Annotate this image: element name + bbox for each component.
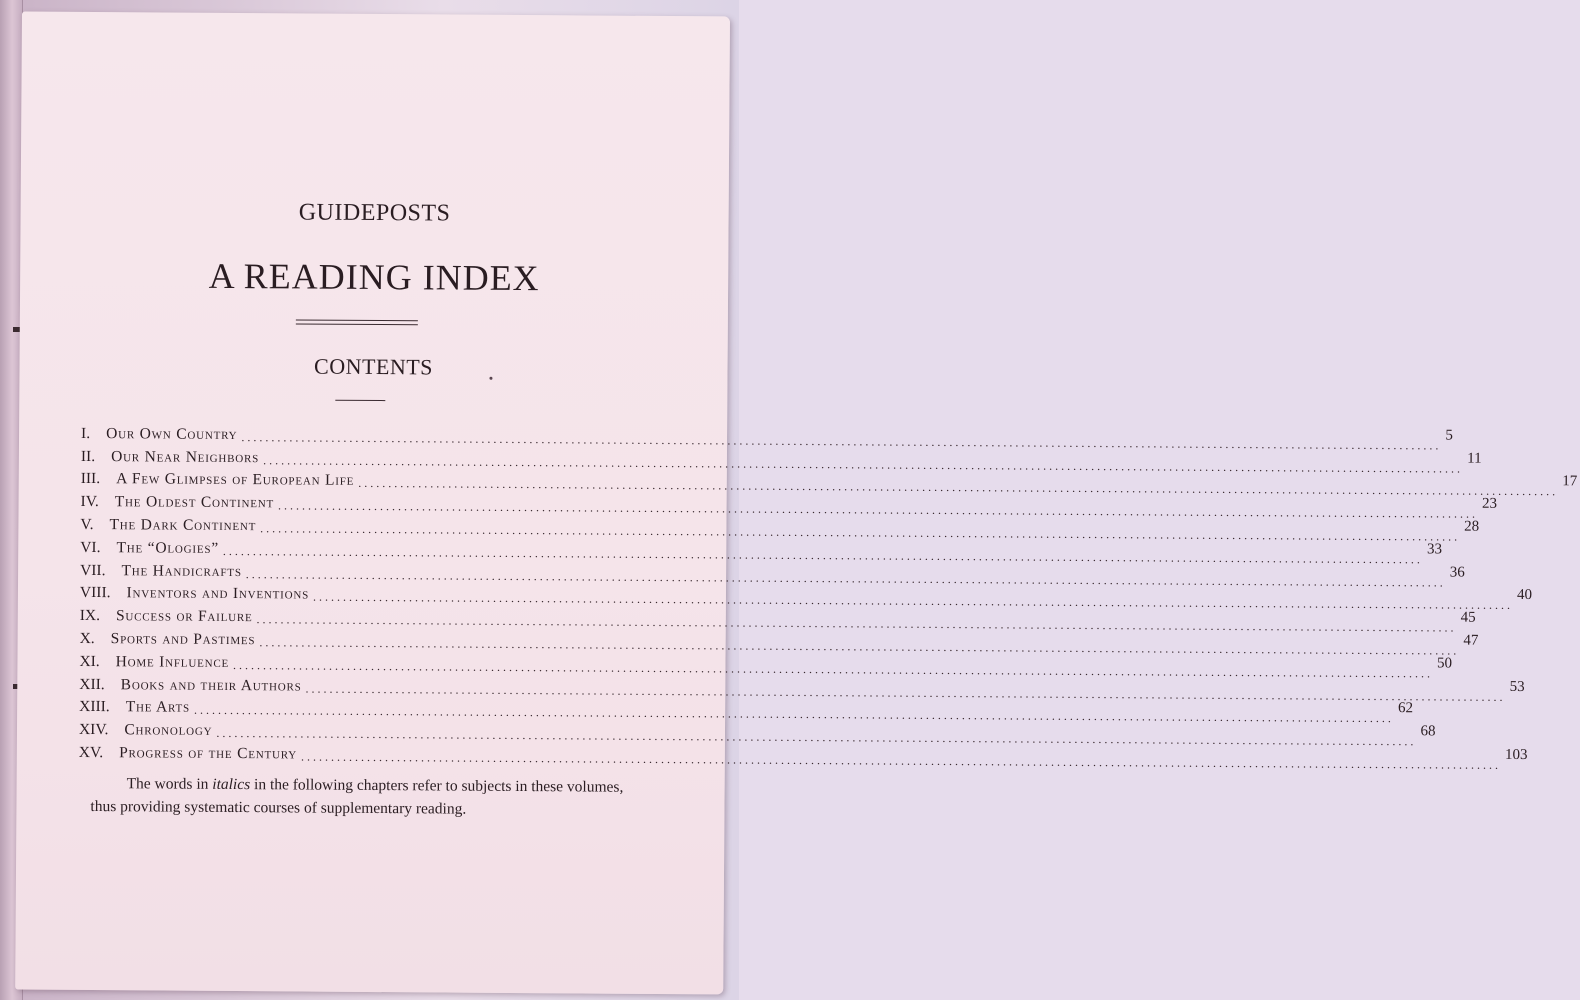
book-page [15, 12, 1578, 995]
chapter-number: XII. [79, 675, 105, 693]
dot-leader: ........................................................................................................................................................................................................ [305, 681, 1506, 704]
chapter-page-number: 17 [1562, 473, 1578, 490]
dot-leader: ........................................................................................................................................................................................................ [259, 635, 1460, 658]
note-text-end: in the following chapters refer to subjects in these volumes, thus providing systematic courses of supplementary reading. [90, 776, 624, 818]
chapter-title: The Handicrafts [121, 561, 242, 580]
chapter-title: Sports and Pastimes [110, 630, 256, 649]
contents-heading: CONTENTS [314, 353, 434, 380]
dot-leader: ........................................................................................................................................................................................................ [312, 589, 1514, 613]
note-italic-word: italics [212, 775, 251, 794]
chapter-number: III. [80, 470, 101, 488]
dot-leader: ........................................................................................................................................................................................................ [277, 498, 1479, 521]
chapter-page-number: 50 [1437, 655, 1453, 672]
chapter-number: VI. [80, 538, 101, 556]
chapter-number: VII. [80, 561, 106, 579]
chapter-number: XIV. [78, 721, 109, 739]
chapter-title: Chronology [124, 721, 213, 740]
chapter-title: Our Own Country [106, 424, 238, 443]
chapter-page-number: 103 [1505, 746, 1528, 764]
reading-note [90, 772, 650, 822]
chapter-title: Progress of the Century [119, 744, 298, 763]
dot-leader: ........................................................................................................................................................................................................ [358, 476, 1559, 499]
dot-leader: ........................................................................................................................................................................................................ [245, 566, 1446, 590]
chapter-title: The “Ologies” [116, 538, 220, 557]
chapter-number: X. [79, 629, 95, 648]
dot-leader: ........................................................................................................................................................................................................ [241, 429, 1442, 453]
chapter-number: II. [80, 447, 96, 465]
dot-leader: ........................................................................................................................................................................................................ [216, 726, 1417, 749]
table-of-contents [78, 420, 1578, 772]
page-title: A READING INDEX [208, 255, 540, 299]
chapter-number: IX. [79, 607, 101, 625]
paper-speck [489, 377, 492, 380]
chapter-number: XI. [79, 652, 100, 670]
chapter-page-number: 47 [1463, 632, 1479, 649]
dot-leader: ........................................................................................................................................................................................................ [193, 703, 1394, 726]
chapter-title: Home Influence [115, 652, 230, 671]
dot-leader: ........................................................................................................................................................................................................ [222, 543, 1423, 567]
toc-row [78, 739, 1528, 772]
chapter-title: The Oldest Continent [114, 493, 275, 512]
chapter-page-number: 40 [1516, 587, 1533, 604]
chapter-title: The Arts [125, 698, 191, 717]
chapter-page-number: 62 [1397, 700, 1414, 717]
chapter-page-number: 5 [1445, 427, 1454, 444]
chapter-title: The Dark Continent [109, 516, 257, 535]
chapter-number: I. [81, 424, 91, 442]
chapter-title: Success or Failure [115, 607, 253, 626]
chapter-page-number: 45 [1460, 609, 1476, 626]
chapter-page-number: 23 [1482, 495, 1498, 513]
contents-rule [335, 400, 385, 401]
chapter-title: Books and their Authors [120, 675, 302, 695]
chapter-number: XIII. [79, 698, 110, 716]
chapter-number: VIII. [79, 584, 111, 602]
chapter-page-number: 33 [1426, 541, 1443, 558]
title-rule-bottom [296, 323, 418, 325]
chapter-page-number: 36 [1449, 564, 1465, 581]
chapter-number: XV. [78, 743, 104, 762]
chapter-number: V. [80, 515, 94, 534]
chapter-title: Our Near Neighbors [111, 447, 260, 466]
title-rule-top [296, 319, 418, 321]
book-title: GUIDEPOSTS [298, 199, 451, 227]
dot-leader: ........................................................................................................................................................................................................ [300, 749, 1502, 772]
chapter-page-number: 28 [1464, 518, 1480, 535]
dot-leader: ........................................................................................................................................................................................................ [232, 657, 1434, 681]
chapter-title: Inventors and Inventions [126, 584, 310, 603]
chapter-page-number: 68 [1420, 723, 1436, 740]
chapter-page-number: 11 [1467, 450, 1482, 467]
dot-leader: ........................................................................................................................................................................................................ [263, 452, 1464, 476]
dot-leader: ........................................................................................................................................................................................................ [256, 612, 1457, 635]
dot-leader: ........................................................................................................................................................................................................ [260, 521, 1461, 544]
note-text-start: The words in [126, 775, 213, 793]
chapter-title: A Few Glimpses of European Life [116, 470, 355, 490]
chapter-number: IV. [80, 493, 99, 511]
chapter-page-number: 53 [1509, 678, 1525, 695]
